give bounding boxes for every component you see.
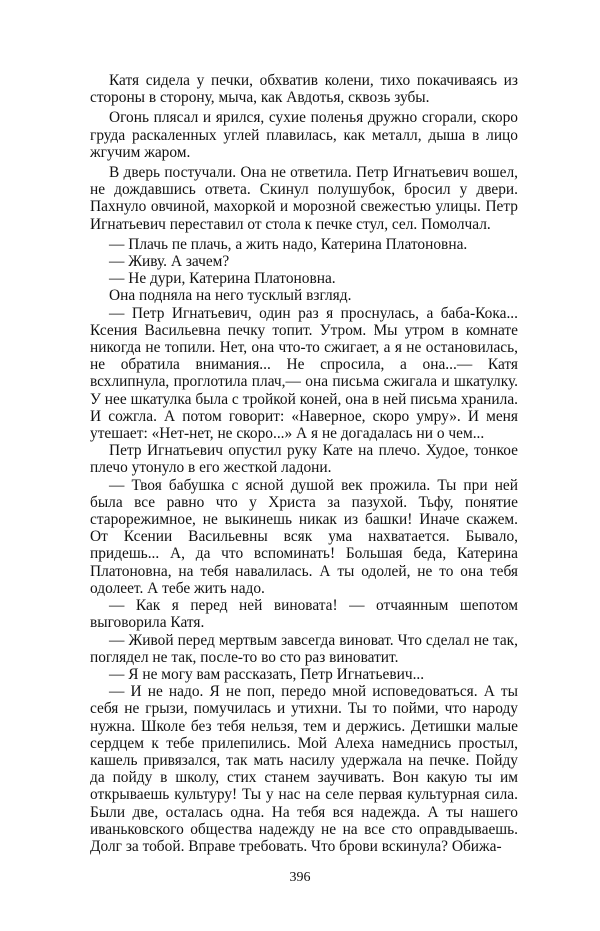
page-text	[90, 72, 518, 855]
paragraph: — Не дури, Катерина Платоновна.	[109, 270, 336, 288]
paragraph: В дверь постучали. Она не ответила. Петр Игнатьевич вошел, не дождавшись ответа. Скинул полушубок, бросил у двери. Пахнуло овчиной, махоркой и морозной свежестью улицы. Петр Игнатьевич переставил от стола к печке стул, сел. Помолчал.	[90, 164, 518, 233]
paragraph: Катя сидела у печки, обхватив колени, тихо покачиваясь из стороны в сторону, мыча, как Авдотья, сквозь зубы.	[90, 72, 518, 107]
paragraph: — И не надо. Я не поп, передо мной исповедоваться. А ты себя не грызи, помучилась и утихни. Ты то пойми, что народу нужна. Школе без тебя нельзя, тем и держись. Детишки малые сердцем к тебе прилепились. Мой Алеха намеднись простыл, кашель привязался, так мать насилу удержала на печке. Пойду да пойду в школу, стих станем заучивать. Вон какую ты им открываешь культуру! Ты у нас на селе первая культурная сила. Были две, осталась одна. На тебя вся надежда. А ты нашего иваньковского общества надежду не на все сто оправдываешь. Долг за тобой. Вправе требовать. Что брови вскинула? Обижа-	[90, 683, 518, 855]
paragraph: — Твоя бабушка с ясной душой век прожила. Ты при ней была все равно что у Христа за пазухой. Тьфу, понятие старорежимное, не выкинешь никак из башки! Иначе скажем. От Ксении Васильевны всяк ума нахватается. Бывало, придешь... А, да что вспоминать! Большая беда, Катерина Платоновна, на тебя навалилась. А ты одолей, не то она тебя одолеет. А тебе жить надо.	[90, 476, 518, 597]
paragraph: — Я не могу вам рассказать, Петр Игнатьевич...	[109, 665, 425, 683]
paragraph: Она подняла на него тусклый взгляд.	[109, 287, 352, 305]
page-number: 396	[289, 870, 311, 885]
paragraph: — Как я перед ней виновата! — отчаянным шепотом выговорила Катя.	[90, 597, 518, 632]
paragraph: — Живой перед мертвым завсегда виноват. Что сделал не так, поглядел не так, после-то во сто раз виноватит.	[90, 631, 518, 666]
paragraph: — Плачь пе плачь, а жить надо, Катерина Платоновна.	[109, 235, 468, 253]
paragraph: Огонь плясал и ярился, сухие поленья дружно сгорали, скоро груда раскаленных углей плавилась, как металл, дыша в лицо жгучим жаром.	[90, 109, 518, 161]
paragraph: Петр Игнатьевич опустил руку Кате на плечо. Худое, тонкое плечо утонуло в его жесткой ладони.	[90, 442, 518, 477]
paragraph: — Петр Игнатьевич, один раз я проснулась, а баба-Кока... Ксения Васильевна печку топит. Утром. Мы утром в комнате никогда не топили. Нет, она что-то сжигает, а я не остановилась, не обратила внимания... Не спросила, а она...— Катя всхлипнула, проглотила плач,— она письма сжигала и шкатулку. У нее шкатулка была с тройкой коней, она в ней письма хранила. И сожгла. А потом говорит: «Наверное, скоро умру». И меня утешает: «Нет-нет, не скоро...» А я не догадалась ни о чем...	[90, 304, 518, 443]
paragraph: — Живу. А зачем?	[109, 253, 230, 271]
